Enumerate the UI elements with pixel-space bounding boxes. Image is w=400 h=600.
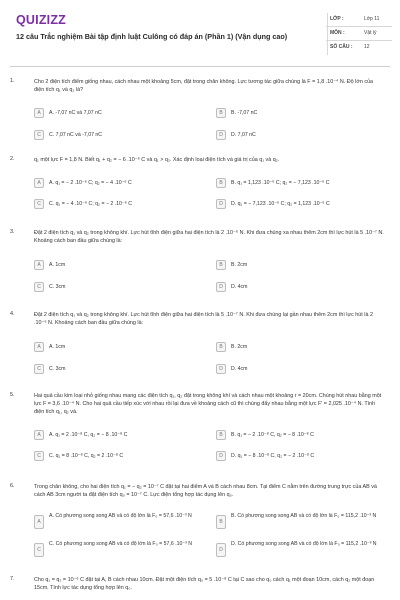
option-letter-box: D	[216, 282, 226, 292]
meta-value: Lớp 11	[364, 16, 380, 22]
meta-value: Vật lý	[364, 30, 377, 36]
page-header	[0, 0, 400, 62]
question-text: Cho q₁ = q₂ = 10⁻⁶ C đặt tại A, B cách nhau 10cm. Đặt một điện tích q₀ = 5 .10⁻⁸ C tại C sao cho q₀ cách q₁ một đoạn 10cm, cách q₂ một đoạn 15cm. Tính lực tác dụng tổng hợp lên q₀.	[34, 577, 375, 591]
option-letter-box: D	[216, 199, 226, 209]
meta-row-count	[326, 41, 392, 55]
option-text: C. 3cm	[49, 284, 66, 290]
option-letter-box: C	[34, 364, 44, 374]
meta-value: 12	[364, 44, 370, 50]
question-text: Hai quả cầu kim loại nhỏ giống nhau mang các điện tích q₁, q₂ đặt trong không khí và cách nhau một khoảng r = 20cm. Chúng hút nhau bằng một lực F = 3,6 .10⁻⁴ N. Cho hai quả cầu tiếp xúc với nhau rồi lại đưa về khoảng cách cũ thì chúng đẩy nhau bằng một lực F' = 2,025 .10⁻⁴ N. Tính điện tích q₁, q₂ và.	[34, 393, 382, 415]
option-text: A. 1cm	[49, 262, 66, 268]
option-text: B. 2cm	[231, 344, 248, 350]
option-letter-box: A	[34, 178, 44, 188]
option-text: D. 4cm	[231, 366, 248, 372]
question-text: Cho 2 điện tích điểm giống nhau, cách nhau một khoảng 5cm, đặt trong chân không. Lực tương tác giữa chúng là F = 1,8 .10⁻⁴ N. Độ lớn của điện tích q₁ và q₂ là?	[34, 79, 374, 93]
option-text: D. q₁ = − 8 .10⁻⁸ C, q₂ = − 2 .10⁻⁸ C	[231, 453, 315, 459]
option-text: B. 2cm	[231, 262, 248, 268]
option-text: A. q₁ = 2 .10⁻⁸ C, q₂ = − 8 .10⁻⁸ C	[49, 432, 128, 438]
option-letter-box: D	[216, 451, 226, 461]
option-text: A. q₁ = − 2 .10⁻⁶ C; q₂ = − 4 .10⁻⁶ C	[49, 180, 132, 186]
meta-key: MÔN :	[330, 30, 345, 36]
option-letter-box: A	[34, 260, 44, 270]
option-text: B. q₁ = 1,123 .10⁻⁶ C; q₂ = − 7,123 .10⁻⁶ C	[231, 180, 330, 186]
question-number: 4.	[10, 311, 15, 317]
option-letter-box: B	[216, 178, 226, 188]
header-divider	[10, 66, 390, 67]
option-letter-box: D	[216, 364, 226, 374]
question-text: Đặt 2 điện tích q₁ và q₂ trong không khí. Lực hút tĩnh điện giữa hai điện tích là 2 .10⁻⁶ N. Khi đưa chúng xa nhau thêm 2cm thì lực hút là 5 .10⁻⁷ N. Khoảng cách ban đầu giữa chúng là:	[34, 230, 384, 244]
option-letter-box: B	[216, 515, 226, 529]
option-text: C. 7,07 nC và -7,07 nC	[49, 132, 103, 138]
option-text: B. q₁ = − 2 .10⁻⁸ C, q₂ = − 8 .10⁻⁸ C	[231, 432, 314, 438]
option-letter-box: C	[34, 282, 44, 292]
option-letter-box: B	[216, 342, 226, 352]
option-text: C. 3cm	[49, 366, 66, 372]
option-letter-box: C	[34, 130, 44, 140]
option-text: C. q₁ = − 4 .10⁻⁶ C; q₂ = − 2 .10⁻⁶ C	[49, 201, 133, 207]
option-text: D. q₁ = − 7,123 .10⁻⁶ C; q₂ = 1,123 .10⁻⁶ C	[231, 201, 330, 207]
option-letter-box: C	[34, 451, 44, 461]
meta-row-subject	[326, 27, 392, 41]
option-text: C. Có phương song song AB và có độ lớn là F₀ = 57,6 .10⁻³ N	[49, 541, 193, 547]
meta-key: LỚP :	[330, 16, 344, 22]
quizizz-logo[interactable]: QUIZIZZ	[16, 13, 67, 27]
option-letter-box: A	[34, 515, 44, 529]
question-text: Đặt 2 điện tích q₁ và q₂ trong không khí. Lực hút tĩnh điện giữa hai điện tích là 5 .10⁻⁷ N. Khi đưa chúng lại gần nhau thêm 2cm thì lực hút là 2 .10⁻⁶ N. Khoảng cách ban đầu giữa chúng là:	[34, 312, 373, 326]
option-letter-box: A	[34, 342, 44, 352]
meta-row-class	[326, 13, 392, 27]
option-text: A. -7,07 nC và 7,07 nC	[49, 110, 102, 116]
option-text: D. 4cm	[231, 284, 248, 290]
option-letter-box: A	[34, 430, 44, 440]
question-number: 5.	[10, 392, 15, 398]
option-text: D. Có phương song song AB và có độ lớn là F₀ = 115,2 .10⁻³ N	[231, 541, 377, 547]
option-letter-box: A	[34, 108, 44, 118]
question-number: 3.	[10, 229, 15, 235]
option-letter-box: D	[216, 543, 226, 557]
page-title: 12 câu Trắc nghiệm Bài tập định luật Culông có đáp án (Phần 1) (Vận dụng cao)	[16, 32, 288, 41]
question-number: 6.	[10, 483, 15, 489]
meta-key: SỐ CÂU :	[330, 44, 353, 50]
option-text: A. Có phương song song AB và có độ lớn là F₀ = 57,6 .10⁻³ N	[49, 513, 192, 519]
option-text: B. -7,07 nC	[231, 110, 258, 116]
option-text: B. Có phương song song AB và có độ lớn là F₀ = 115,2 .10⁻³ N	[231, 513, 377, 519]
option-letter-box: D	[216, 130, 226, 140]
option-letter-box: C	[34, 543, 44, 557]
question-text: Trong chân không, cho hai điện tích q₁ = − q₂ = 10⁻⁷ C đặt tại hai điểm A và B cách nhau 8cm. Tại điểm C nằm trên đường trung trực của AB và cách AB 3cm người ta đặt điện tích q₀ = 10⁻⁷ C. Lực điện tổng hợp tác dụng lên q₀.	[34, 484, 377, 498]
question-text: q₁ một lực F = 1,8 N. Biết q₁ + q₂ = − 6 .10⁻⁶ C và q₁ > q₂. Xác định loại điện tích và giá trị của q₁ và q₂.	[34, 157, 280, 163]
option-text: C. q₁ = 8 .10⁻⁸ C, q₂ = 2 .10⁻⁸ C	[49, 453, 124, 459]
question-number: 7.	[10, 576, 15, 582]
option-text: D. 7,07 nC	[231, 132, 256, 138]
question-number: 2.	[10, 156, 15, 162]
option-letter-box: B	[216, 108, 226, 118]
option-letter-box: B	[216, 260, 226, 270]
meta-info	[326, 13, 392, 55]
option-text: A. 1cm	[49, 344, 66, 350]
question-number: 1.	[10, 78, 15, 84]
option-letter-box: C	[34, 199, 44, 209]
option-letter-box: B	[216, 430, 226, 440]
